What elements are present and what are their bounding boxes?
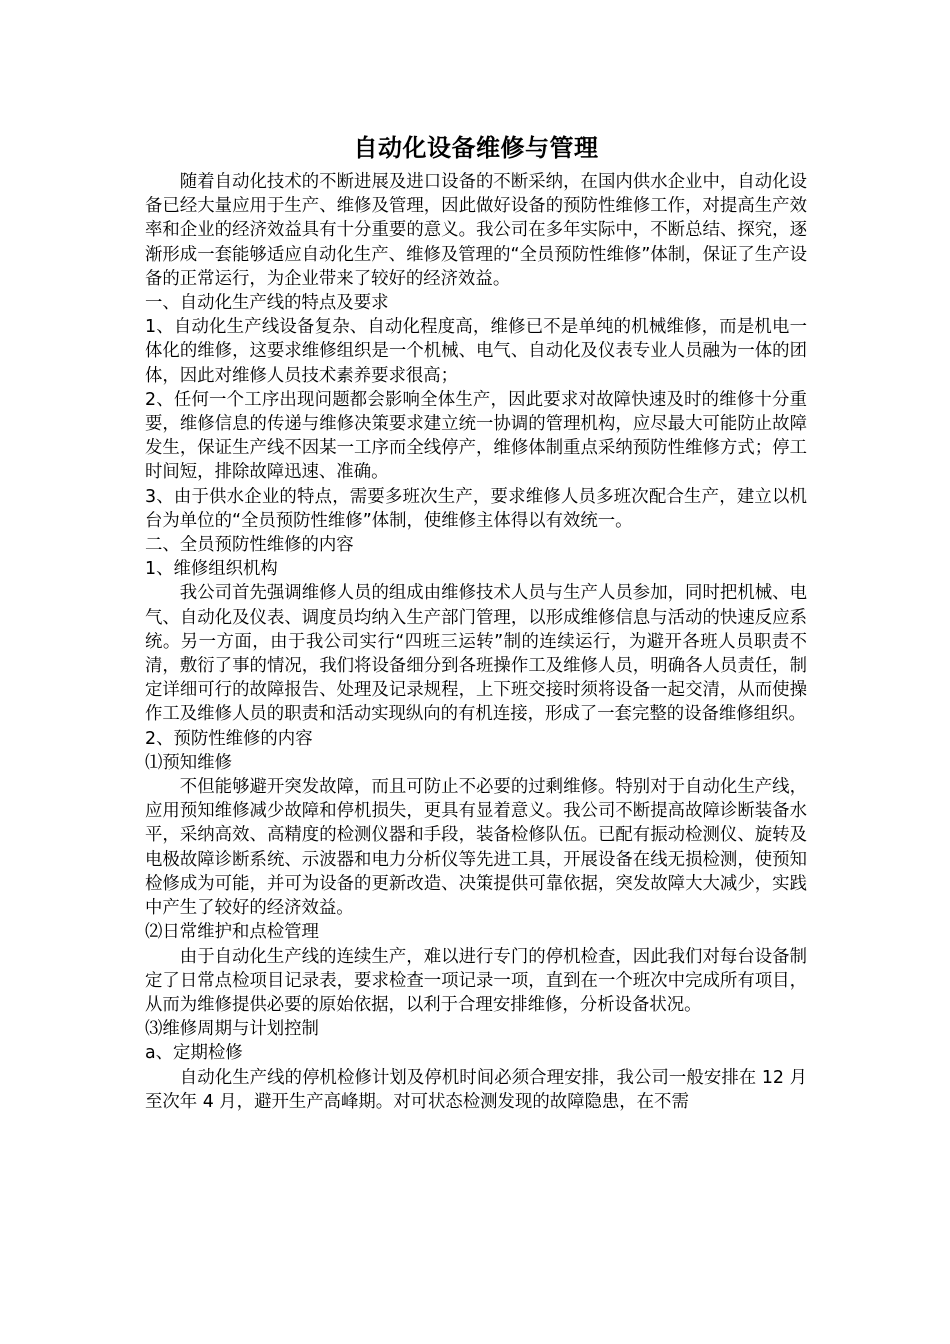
section-line: 2、任何一个工序出现问题都会影响全体生产，因此要求对故障快速及时的维修十分重要，维修信息的传递与维修决策要求建立统一协调的管理机构，应尽最大可能防止故障发生，保证生产线不因某一工序而全线停产，维修体制重点采纳预防性维修方式；停工时间短，排除故障迅速、准确。 [145,389,807,483]
section-line: ⑶维修周期与计划控制 [145,1019,319,1040]
body-paragraph: 不但能够避开突发故障，而且可防止不必要的过剩维修。特别对于自动化生产线，应用预知维修减少故障和停机损失，更具有显着意义。我公司不断提高故障诊断装备水平，采纳高效、高精度的检测仪器和手段，装备检修队伍。已配有振动检测仪、旋转及电极故障诊断系统、示波器和电力分析仪等先进工具，开展设备在线无损检测，使预知检修成为可能，并可为设备的更新改造、决策提供可靠依据，突发故障大大减少，实践中产生了较好的经济效益。 [145,777,807,919]
body-paragraph: 由于自动化生产线的连续生产，难以进行专门的停机检查，因此我们对每台设备制定了日常点检项目记录表，要求检查一项记录一项，直到在一个班次中完成所有项目，从而为维修提供必要的原始依据，以利于合理安排维修，分析设备状况。 [145,946,807,1015]
body-paragraph: 随着自动化技术的不断进展及进口设备的不断采纳，在国内供水企业中，自动化设备已经大量应用于生产、维修及管理，因此做好设备的预防性维修工作，对提高生产效率和企业的经济效益具有十分重要的意义。我公司在多年实际中，不断总结、探究，逐渐形成一套能够适应自动化生产、维修及管理的“全员预防性维修”体制，保证了生产设备的正常运行，为企业带来了较好的经济效益。 [145,172,807,289]
section-line: 一、自动化生产线的特点及要求 [145,293,389,314]
section-line: ⑵日常维护和点检管理 [145,922,319,943]
section-line: 1、维修组织机构 [145,559,278,580]
body-paragraph: 自动化生产线的停机检修计划及停机时间必须合理安排，我公司一般安排在 12 月至次年 4 月，避开生产高峰期。对可状态检测发现的故障隐患，在不需 [145,1067,807,1112]
section-line: a、定期检修 [145,1043,243,1064]
section-line: 二、全员预防性维修的内容 [145,535,354,556]
section-line: 2、预防性维修的内容 [145,728,313,749]
document-title: 自动化设备维修与管理 [353,134,599,162]
section-line: 1、自动化生产线设备复杂、自动化程度高，维修已不是单纯的机械维修，而是机电一体化的维修，这要求维修组织是一个机械、电气、自动化及仪表专业人员融为一体的团体，因此对维修人员技术素养要求很高； [145,317,807,386]
document-page [145,130,807,1114]
document-body [145,170,807,1114]
section-line: 3、由于供水企业的特点，需要多班次生产，要求维修人员多班次配合生产，建立以机台为单位的“全员预防性维修”体制，使维修主体得以有效统一。 [145,486,807,531]
section-line: ⑴预知维修 [145,752,232,773]
body-paragraph: 我公司首先强调维修人员的组成由维修技术人员与生产人员参加，同时把机械、电气、自动化及仪表、调度员均纳入生产部门管理，以形成维修信息与活动的快速反应系统。另一方面，由于我公司实行“四班三运转”制的连续运行，为避开各班人员职责不清，敷衍了事的情况，我们将设备细分到各班操作工及维修人员，明确各人员责任，制定详细可行的故障报告、处理及记录规程，上下班交接时须将设备一起交清，从而使操作工及维修人员的职责和活动实现纵向的有机连接，形成了一套完整的设备维修组织。 [145,583,807,725]
